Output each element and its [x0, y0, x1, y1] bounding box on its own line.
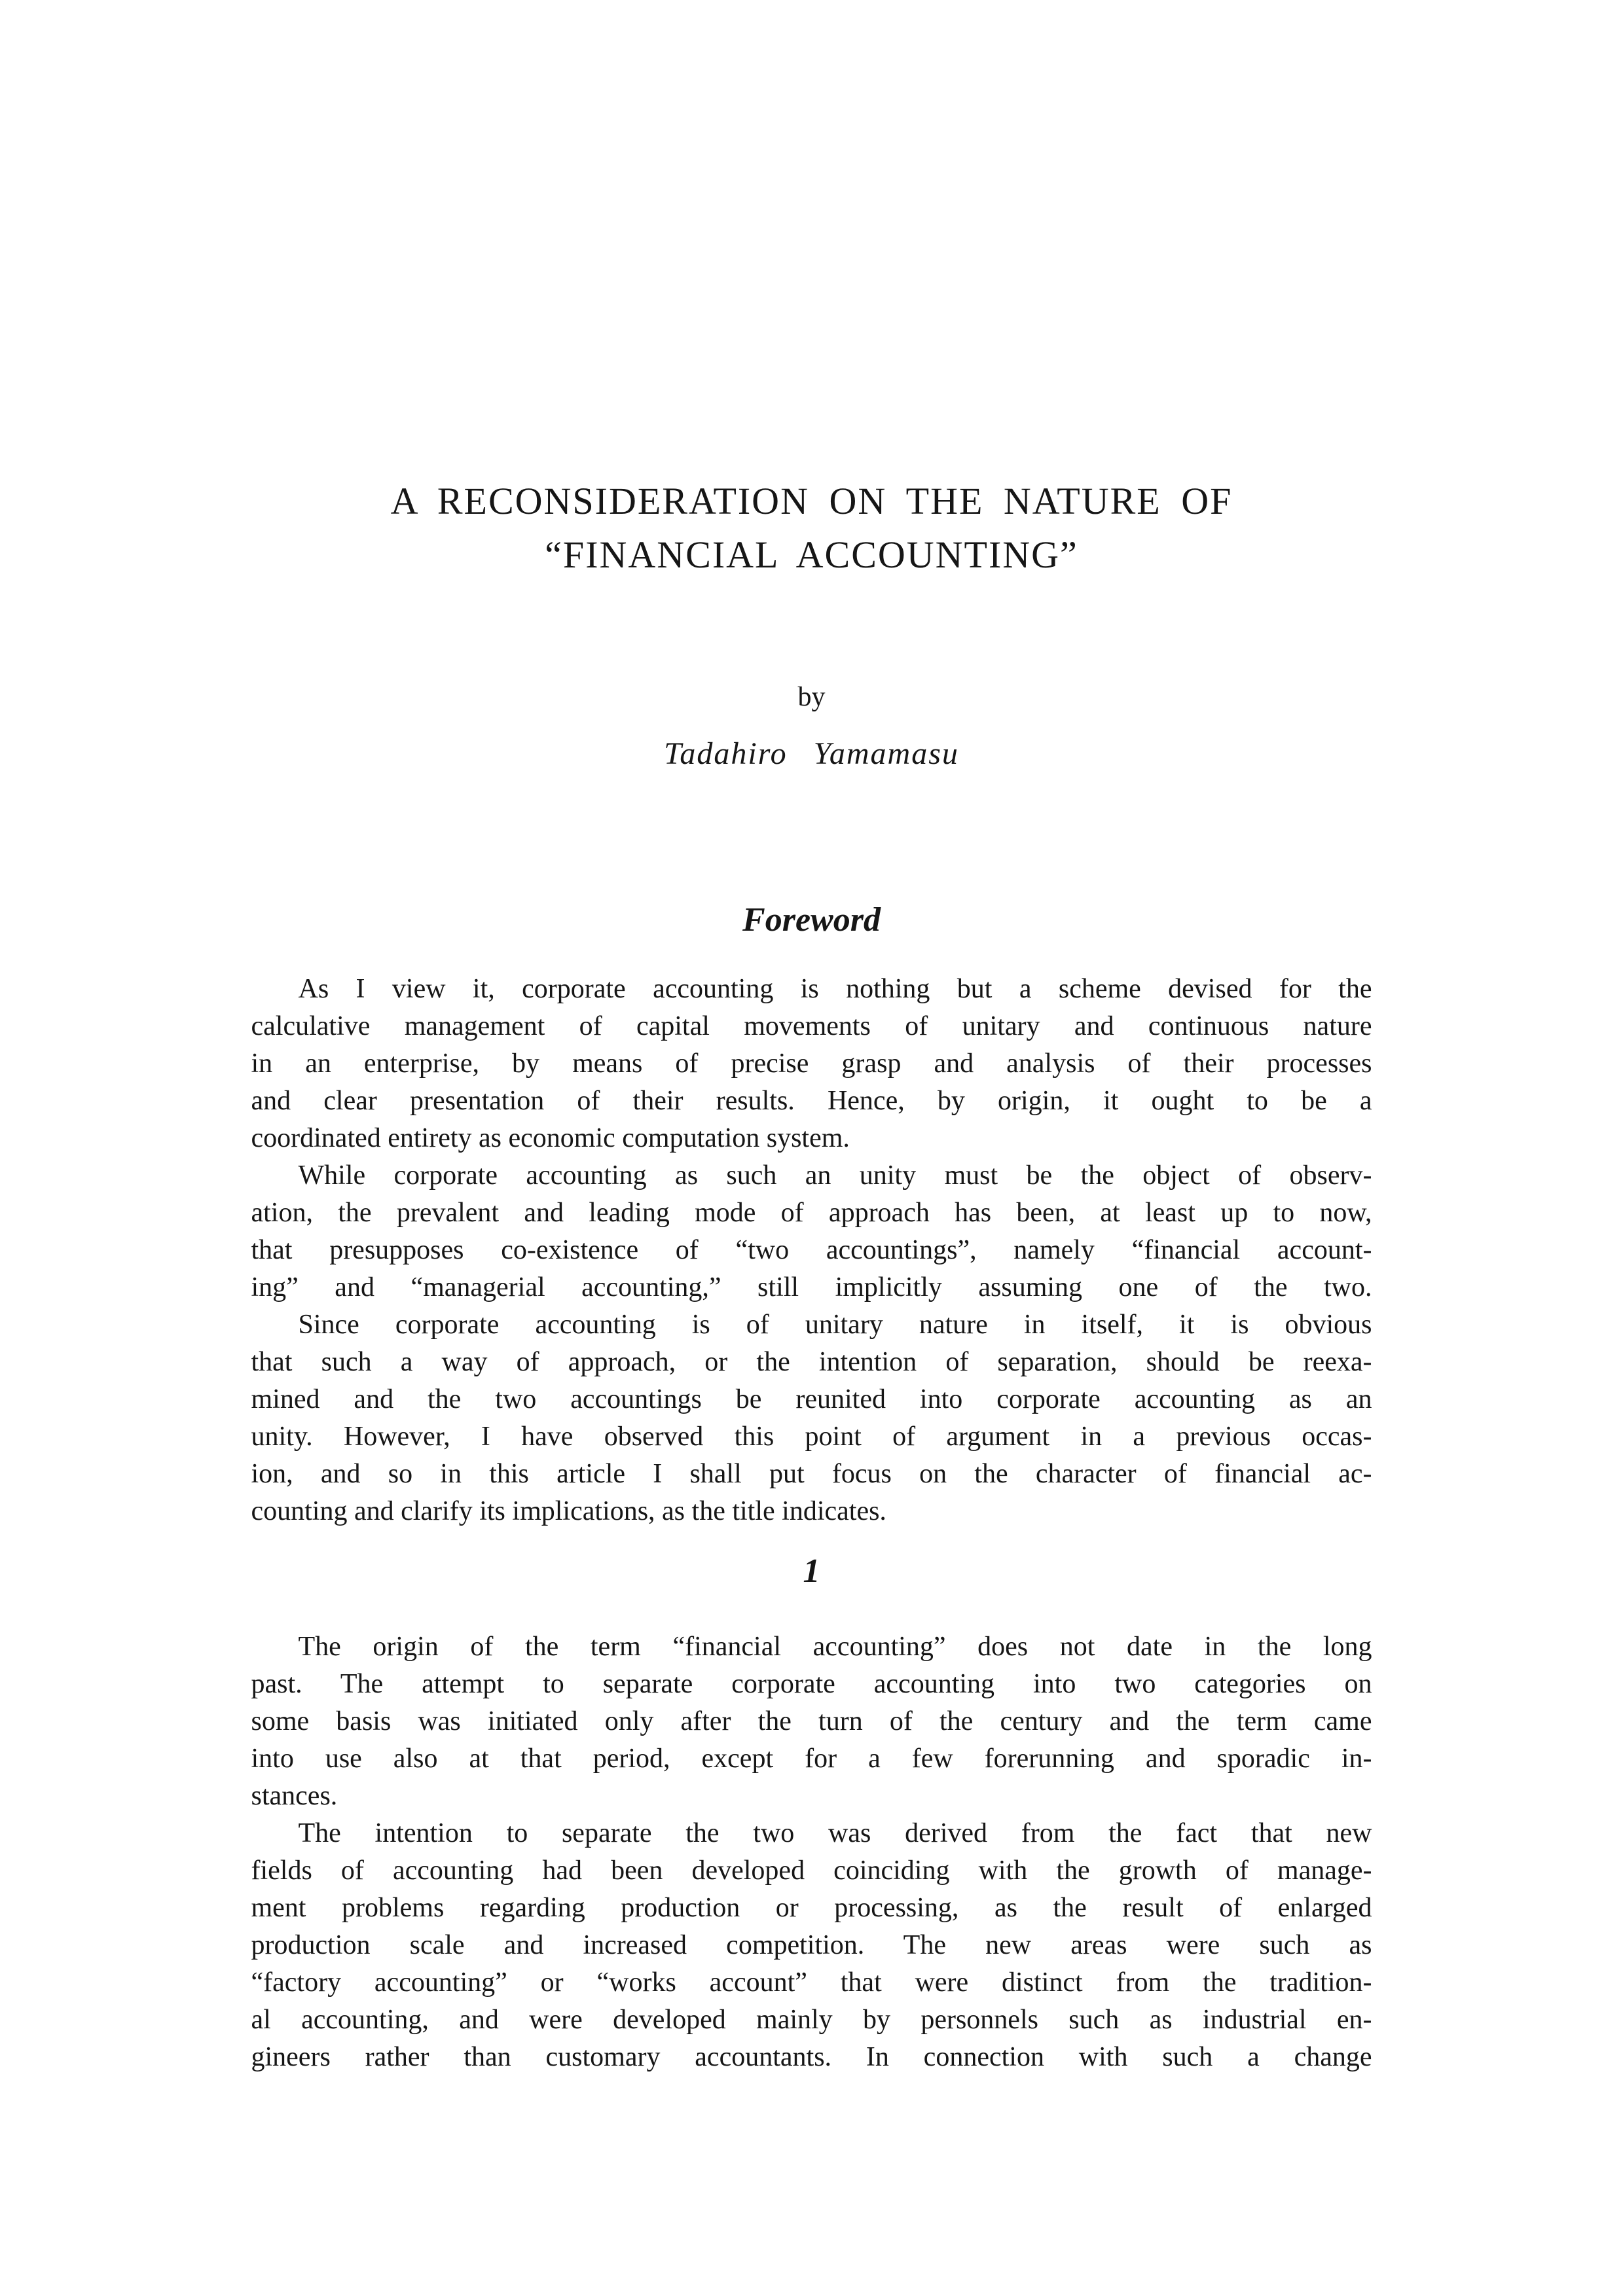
text-line: The origin of the term “financial accounting” does not date in the long: [298, 1632, 1372, 1662]
text-line: ing” and “managerial accounting,” still implicitly assuming one of the two.: [251, 1272, 1372, 1302]
text-line: that such a way of approach, or the intention of separation, should be reexa-: [251, 1347, 1372, 1377]
text-line: ation, the prevalent and leading mode of approach has been, at least up to now,: [251, 1198, 1372, 1228]
text-line: stances.: [251, 1781, 338, 1811]
text-line: ion, and so in this article I shall put focus on the character of financial ac-: [251, 1459, 1372, 1489]
text-line: fields of accounting had been developed coinciding with the growth of manage-: [251, 1856, 1372, 1886]
scanned-paper-page: [251, 0, 1372, 2076]
text-line: gineers rather than customary accountants. In connection with such a change: [251, 2042, 1372, 2072]
paragraph: [251, 971, 1372, 1157]
text-line: counting and clarify its implications, as the title indicates.: [251, 1496, 886, 1526]
text-line: and clear presentation of their results. Hence, by origin, it ought to be a: [251, 1086, 1372, 1116]
text-line: “factory accounting” or “works account” that were distinct from the tradition-: [251, 1967, 1372, 1998]
text-line: Since corporate accounting is of unitary nature in itself, it is obvious: [298, 1310, 1372, 1340]
text-line: As I view it, corporate accounting is nothing but a scheme devised for the: [298, 974, 1372, 1004]
text-line: The intention to separate the two was derived from the fact that new: [298, 1818, 1372, 1848]
byline-label: by: [797, 682, 826, 712]
article-title-line-1: A RECONSIDERATION ON THE NATURE OF: [390, 480, 1233, 522]
text-line: production scale and increased competition. The new areas were such as: [251, 1930, 1372, 1960]
text-line: in an enterprise, by means of precise grasp and analysis of their processes: [251, 1049, 1372, 1079]
section-1: [251, 1628, 1372, 2076]
paragraph: [251, 1306, 1372, 1530]
text-line: some basis was initiated only after the turn of the century and the term came: [251, 1706, 1372, 1736]
article-title-line-2: “FINANCIAL ACCOUNTING”: [545, 533, 1078, 576]
paragraph: [251, 1157, 1372, 1306]
text-line: past. The attempt to separate corporate accounting into two categories on: [251, 1669, 1372, 1699]
section-heading-1: 1: [803, 1552, 820, 1590]
paragraph: [251, 1628, 1372, 1815]
text-line: coordinated entirety as economic computation system.: [251, 1123, 850, 1153]
text-line: mined and the two accountings be reunited into corporate accounting as an: [251, 1384, 1372, 1414]
text-line: calculative management of capital movements of unitary and continuous nature: [251, 1011, 1372, 1041]
author-name: Tadahiro Yamamasu: [664, 736, 959, 771]
section-heading-foreword: Foreword: [742, 901, 881, 939]
text-line: ment problems regarding production or processing, as the result of enlarged: [251, 1893, 1372, 1923]
article-title: [251, 475, 1372, 582]
text-line: al accounting, and were developed mainly by personnels such as industrial en-: [251, 2005, 1372, 2035]
text-line: While corporate accounting as such an unity must be the object of observ-: [298, 1160, 1372, 1191]
section-foreword: [251, 971, 1372, 1530]
paragraph: [251, 1815, 1372, 2076]
text-line: unity. However, I have observed this point of argument in a previous occas-: [251, 1422, 1372, 1452]
text-line: into use also at that period, except for a few forerunning and sporadic in-: [251, 1744, 1372, 1774]
text-line: that presupposes co-existence of “two accountings”, namely “financial account-: [251, 1235, 1372, 1265]
